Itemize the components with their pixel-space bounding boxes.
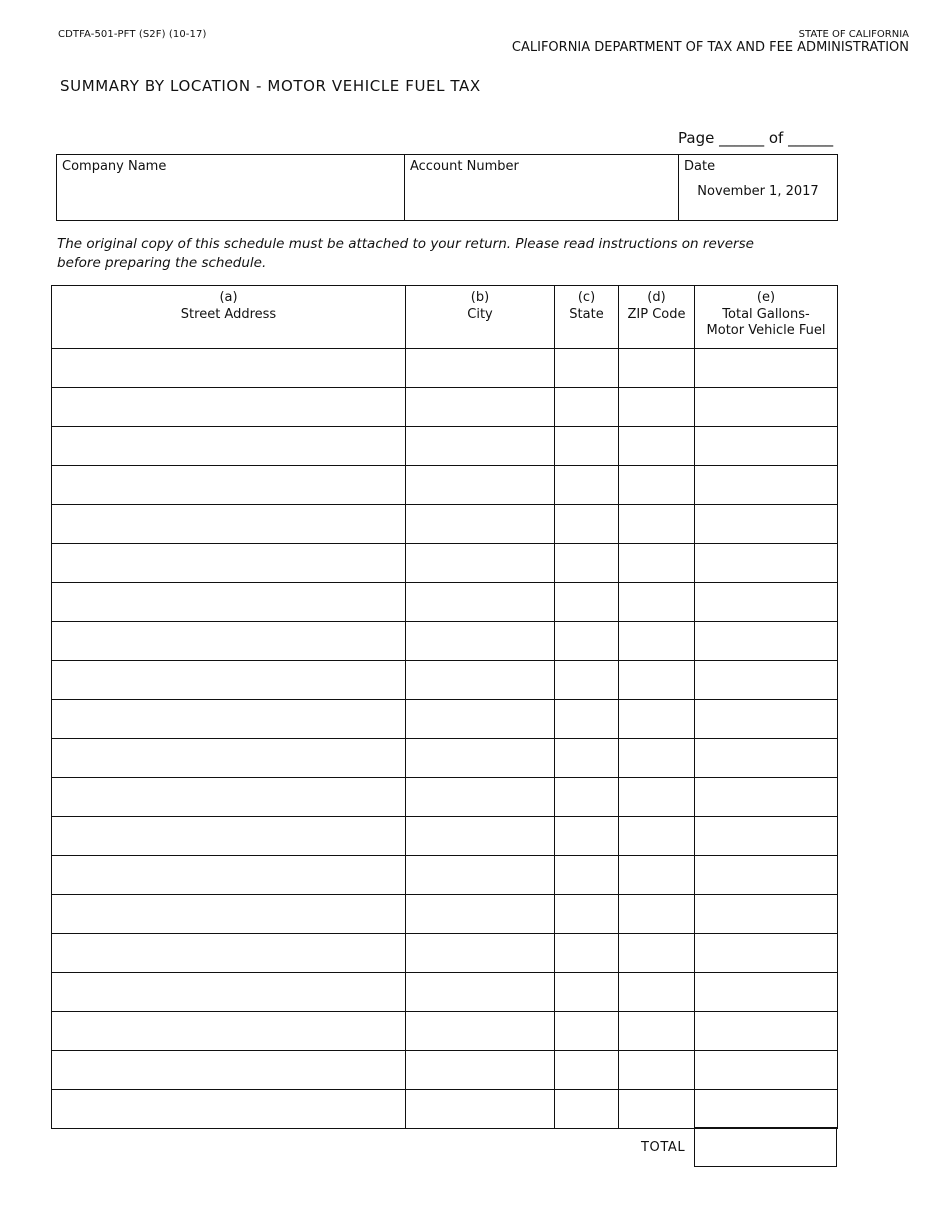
street-address-cell[interactable] xyxy=(52,544,406,583)
state-cell[interactable] xyxy=(555,505,619,544)
table-row xyxy=(52,1012,838,1051)
street-address-cell[interactable] xyxy=(52,934,406,973)
table-row xyxy=(52,505,838,544)
state-cell[interactable] xyxy=(555,739,619,778)
total-gallons-cell[interactable] xyxy=(695,349,838,388)
total-gallons-cell[interactable] xyxy=(695,544,838,583)
zip-code-cell[interactable] xyxy=(619,661,695,700)
state-cell[interactable] xyxy=(555,622,619,661)
company-info-box xyxy=(56,154,838,221)
street-address-cell[interactable] xyxy=(52,700,406,739)
zip-code-cell[interactable] xyxy=(619,895,695,934)
street-address-cell[interactable] xyxy=(52,1012,406,1051)
total-input[interactable] xyxy=(694,1127,837,1167)
column-letter: (e) xyxy=(756,290,776,305)
form-id: CDTFA-501-PFT (S2F) (10-17) xyxy=(58,29,207,40)
table-row xyxy=(52,973,838,1012)
zip-code-cell[interactable] xyxy=(619,505,695,544)
total-gallons-cell[interactable] xyxy=(695,622,838,661)
state-cell[interactable] xyxy=(555,856,619,895)
date-label: Date xyxy=(684,159,716,174)
city-cell[interactable] xyxy=(406,349,555,388)
state-cell[interactable] xyxy=(555,544,619,583)
city-cell[interactable] xyxy=(406,934,555,973)
date-value[interactable]: November 1, 2017 xyxy=(697,184,819,199)
city-cell[interactable] xyxy=(406,505,555,544)
total-gallons-cell[interactable] xyxy=(695,973,838,1012)
page-title: SUMMARY BY LOCATION - MOTOR VEHICLE FUEL TAX xyxy=(60,77,481,95)
table-row xyxy=(52,778,838,817)
total-gallons-cell[interactable] xyxy=(695,778,838,817)
zip-code-cell[interactable] xyxy=(619,1012,695,1051)
street-address-cell[interactable] xyxy=(52,622,406,661)
table-row xyxy=(52,388,838,427)
zip-code-cell[interactable] xyxy=(619,1090,695,1129)
zip-code-cell[interactable] xyxy=(619,544,695,583)
state-cell[interactable] xyxy=(555,427,619,466)
street-address-cell[interactable] xyxy=(52,973,406,1012)
city-cell[interactable] xyxy=(406,622,555,661)
total-gallons-cell[interactable] xyxy=(695,466,838,505)
street-address-cell[interactable] xyxy=(52,427,406,466)
city-cell[interactable] xyxy=(406,856,555,895)
table-row xyxy=(52,583,838,622)
instructions-note xyxy=(57,235,797,273)
column-label-line-2: Motor Vehicle Fuel xyxy=(706,323,826,338)
zip-code-cell[interactable] xyxy=(619,583,695,622)
total-label: TOTAL xyxy=(641,1140,686,1155)
instructions-line-2: before preparing the schedule. xyxy=(57,255,267,271)
account-number-field[interactable] xyxy=(405,155,679,220)
table-row xyxy=(52,544,838,583)
table-row xyxy=(52,427,838,466)
column-label: Total Gallons- xyxy=(722,306,810,322)
state-cell[interactable] xyxy=(555,973,619,1012)
street-address-cell[interactable] xyxy=(52,505,406,544)
column-label: State xyxy=(569,306,604,322)
city-cell[interactable] xyxy=(406,1012,555,1051)
column-label: Street Address xyxy=(180,306,277,322)
company-name-label: Company Name xyxy=(62,159,167,174)
zip-code-cell[interactable] xyxy=(619,349,695,388)
zip-code-cell[interactable] xyxy=(619,934,695,973)
street-address-cell[interactable] xyxy=(52,388,406,427)
zip-code-cell[interactable] xyxy=(619,778,695,817)
city-cell[interactable] xyxy=(406,973,555,1012)
column-header-street-address xyxy=(52,286,406,349)
total-gallons-cell[interactable] xyxy=(695,388,838,427)
city-cell[interactable] xyxy=(406,700,555,739)
street-address-cell[interactable] xyxy=(52,1090,406,1129)
street-address-cell[interactable] xyxy=(52,817,406,856)
column-label: City xyxy=(467,306,493,322)
state-cell[interactable] xyxy=(555,817,619,856)
table-row xyxy=(52,349,838,388)
city-cell[interactable] xyxy=(406,583,555,622)
column-letter: (a) xyxy=(219,290,238,305)
department-name: CALIFORNIA DEPARTMENT OF TAX AND FEE ADMINISTRATION xyxy=(511,40,909,55)
street-address-cell[interactable] xyxy=(52,856,406,895)
page-of-field[interactable]: Page ______ of ______ xyxy=(678,129,834,147)
state-cell[interactable] xyxy=(555,700,619,739)
total-gallons-cell[interactable] xyxy=(695,583,838,622)
street-address-cell[interactable] xyxy=(52,1051,406,1090)
zip-code-cell[interactable] xyxy=(619,622,695,661)
zip-code-cell[interactable] xyxy=(619,388,695,427)
state-cell[interactable] xyxy=(555,1051,619,1090)
table-row xyxy=(52,1090,838,1129)
table-row xyxy=(52,856,838,895)
state-cell[interactable] xyxy=(555,1012,619,1051)
company-name-field[interactable] xyxy=(57,155,405,220)
street-address-cell[interactable] xyxy=(52,583,406,622)
table-row xyxy=(52,661,838,700)
instructions-line-1: The original copy of this schedule must be attached to your return. Please read instructions on reverse xyxy=(57,236,754,252)
table-row xyxy=(52,466,838,505)
state-cell[interactable] xyxy=(555,661,619,700)
table-row xyxy=(52,934,838,973)
column-header-state xyxy=(555,286,619,349)
total-gallons-cell[interactable] xyxy=(695,700,838,739)
table-row xyxy=(52,622,838,661)
state-cell[interactable] xyxy=(555,1090,619,1129)
state-cell[interactable] xyxy=(555,466,619,505)
zip-code-cell[interactable] xyxy=(619,1051,695,1090)
city-cell[interactable] xyxy=(406,661,555,700)
total-gallons-cell[interactable] xyxy=(695,895,838,934)
zip-code-cell[interactable] xyxy=(619,817,695,856)
street-address-cell[interactable] xyxy=(52,778,406,817)
date-field[interactable] xyxy=(679,155,837,220)
table-row xyxy=(52,700,838,739)
zip-code-cell[interactable] xyxy=(619,466,695,505)
total-gallons-cell[interactable] xyxy=(695,427,838,466)
table-row xyxy=(52,1051,838,1090)
table-row xyxy=(52,817,838,856)
street-address-cell[interactable] xyxy=(52,349,406,388)
total-gallons-cell[interactable] xyxy=(695,934,838,973)
city-cell[interactable] xyxy=(406,1051,555,1090)
city-cell[interactable] xyxy=(406,1090,555,1129)
zip-code-cell[interactable] xyxy=(619,739,695,778)
total-gallons-cell[interactable] xyxy=(695,1012,838,1051)
total-gallons-cell[interactable] xyxy=(695,1090,838,1129)
column-letter: (c) xyxy=(577,290,596,305)
state-label: STATE OF CALIFORNIA xyxy=(798,29,909,40)
zip-code-cell[interactable] xyxy=(619,856,695,895)
street-address-cell[interactable] xyxy=(52,661,406,700)
city-cell[interactable] xyxy=(406,388,555,427)
column-letter: (d) xyxy=(647,290,666,305)
state-cell[interactable] xyxy=(555,934,619,973)
zip-code-cell[interactable] xyxy=(619,427,695,466)
street-address-cell[interactable] xyxy=(52,466,406,505)
state-cell[interactable] xyxy=(555,895,619,934)
column-label: ZIP Code xyxy=(627,306,686,322)
zip-code-cell[interactable] xyxy=(619,700,695,739)
table-header-row xyxy=(52,286,838,349)
street-address-cell[interactable] xyxy=(52,739,406,778)
column-header-city xyxy=(406,286,555,349)
schedule-body xyxy=(52,349,838,1129)
city-cell[interactable] xyxy=(406,817,555,856)
city-cell[interactable] xyxy=(406,895,555,934)
column-header-total-gallons xyxy=(695,286,838,349)
table-row xyxy=(52,739,838,778)
total-gallons-cell[interactable] xyxy=(695,505,838,544)
total-gallons-cell[interactable] xyxy=(695,856,838,895)
table-row xyxy=(52,895,838,934)
city-cell[interactable] xyxy=(406,778,555,817)
total-gallons-cell[interactable] xyxy=(695,1051,838,1090)
zip-code-cell[interactable] xyxy=(619,973,695,1012)
city-cell[interactable] xyxy=(406,466,555,505)
account-number-label: Account Number xyxy=(410,159,519,174)
state-cell[interactable] xyxy=(555,349,619,388)
total-gallons-cell[interactable] xyxy=(695,817,838,856)
state-cell[interactable] xyxy=(555,583,619,622)
state-cell[interactable] xyxy=(555,778,619,817)
street-address-cell[interactable] xyxy=(52,895,406,934)
total-gallons-cell[interactable] xyxy=(695,661,838,700)
city-cell[interactable] xyxy=(406,739,555,778)
column-letter: (b) xyxy=(470,290,490,305)
schedule-table xyxy=(51,285,838,1129)
city-cell[interactable] xyxy=(406,427,555,466)
city-cell[interactable] xyxy=(406,544,555,583)
state-cell[interactable] xyxy=(555,388,619,427)
column-header-zip-code xyxy=(619,286,695,349)
total-gallons-cell[interactable] xyxy=(695,739,838,778)
